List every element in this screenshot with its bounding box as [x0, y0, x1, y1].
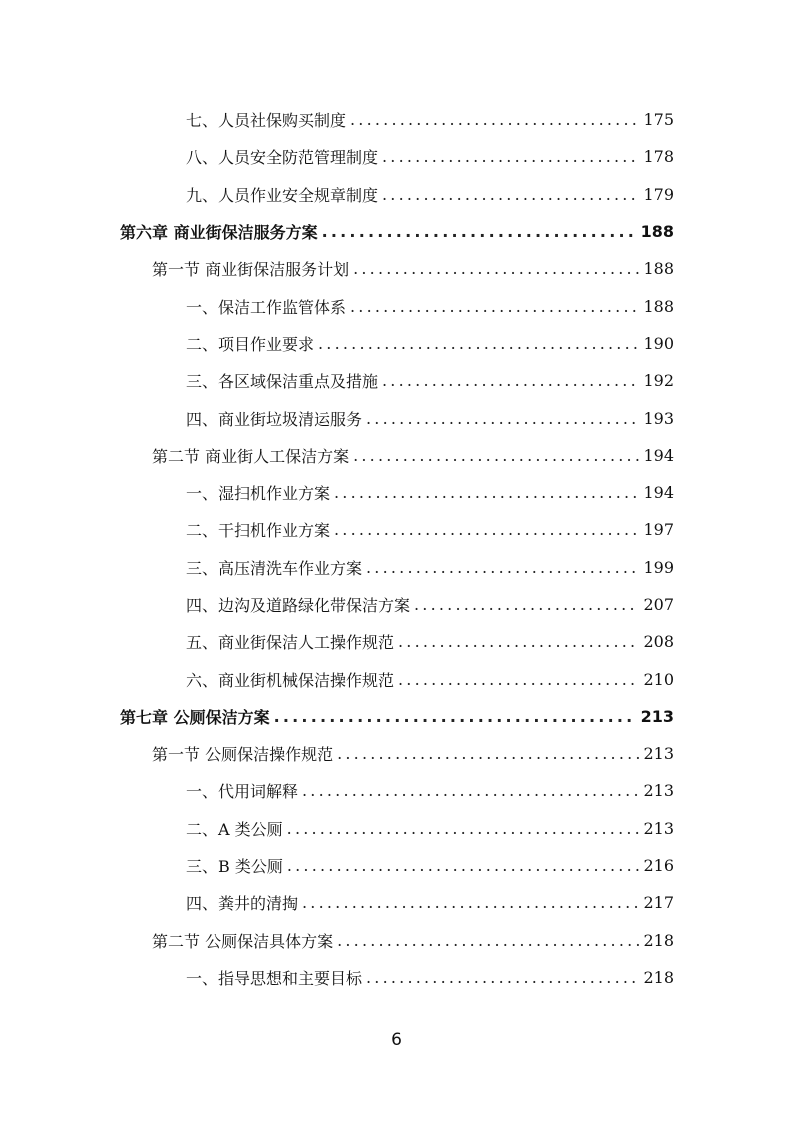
toc-entry-title: 五、商业街保洁人工操作规范	[186, 633, 395, 653]
dot-leader	[350, 297, 639, 316]
dot-leader	[318, 334, 639, 353]
dot-leader	[337, 931, 639, 950]
toc-entry-page: 190	[643, 333, 674, 353]
toc-subsection-entry[interactable]	[0, 772, 793, 809]
toc-entry-title: 一、指导思想和主要目标	[186, 968, 363, 988]
toc-entry-page: 179	[643, 184, 674, 204]
toc-entry-title: 四、商业街垃圾清运服务	[186, 409, 363, 429]
toc-entry-page: 178	[643, 147, 674, 167]
toc-entry-title: 八、人员安全防范管理制度	[186, 148, 379, 168]
toc-subsection-entry[interactable]	[0, 138, 793, 175]
toc-section-entry[interactable]	[0, 437, 793, 474]
toc-entry-page: 208	[643, 632, 674, 652]
toc-entry-page: 213	[640, 706, 674, 726]
toc-entry-page: 194	[643, 483, 674, 503]
toc-subsection-entry[interactable]	[0, 586, 793, 623]
toc-entry-title: 四、粪井的清掏	[186, 894, 299, 914]
dot-leader	[287, 819, 640, 838]
toc-entry-title: 三、各区域保洁重点及措施	[186, 372, 379, 392]
dot-leader	[302, 893, 639, 912]
dot-leader	[366, 558, 639, 577]
toc-entry-title: 四、边沟及道路绿化带保洁方案	[186, 596, 411, 615]
dot-leader	[414, 595, 639, 614]
toc-subsection-entry[interactable]	[0, 176, 793, 213]
toc-entry-page: 175	[643, 110, 674, 130]
toc-entry-title: 七、人员社保购买制度	[186, 111, 347, 131]
toc-subsection-entry[interactable]	[0, 660, 793, 697]
toc-entry-page: 188	[640, 222, 674, 242]
dot-leader	[302, 781, 639, 800]
toc-entry-page: 213	[643, 818, 674, 838]
dot-leader	[366, 409, 639, 428]
dot-leader	[398, 632, 639, 651]
dot-leader	[337, 744, 639, 763]
toc-entry-page: 192	[643, 371, 674, 391]
toc-entry-page: 213	[643, 744, 674, 764]
toc-entry-page: 216	[643, 856, 674, 876]
toc-subsection-entry[interactable]	[0, 549, 793, 586]
toc-entry-title: 一、保洁工作监管体系	[186, 297, 347, 317]
toc-entry-title: 三、高压清洗车作业方案	[186, 558, 363, 578]
toc-subsection-entry[interactable]	[0, 810, 793, 847]
toc-chapter-entry[interactable]	[0, 698, 793, 735]
toc-subsection-entry[interactable]	[0, 362, 793, 399]
dot-leader	[382, 371, 639, 390]
toc-entry-page: 199	[643, 557, 674, 577]
dot-leader	[382, 185, 639, 204]
dot-leader	[334, 483, 639, 502]
toc-entry-title: 第二节 商业街人工保洁方案	[152, 446, 350, 466]
toc-entry-title: 第六章 商业街保洁服务方案	[120, 223, 318, 243]
page-number: 6	[391, 1030, 402, 1050]
dot-leader	[322, 222, 637, 241]
toc-subsection-entry[interactable]	[0, 399, 793, 436]
toc-entry-page: 218	[643, 930, 674, 950]
toc-entry-title: 二、A 类公厕	[186, 819, 283, 839]
toc-entry-title: 一、湿扫机作业方案	[186, 484, 331, 504]
toc-section-entry[interactable]	[0, 922, 793, 959]
toc-entry-title: 二、项目作业要求	[186, 334, 315, 354]
toc-subsection-entry[interactable]	[0, 511, 793, 548]
toc-entry-page: 207	[643, 595, 674, 614]
toc-subsection-entry[interactable]	[0, 847, 793, 884]
toc-entry-title: 九、人员作业安全规章制度	[186, 185, 379, 205]
toc-chapter-entry[interactable]	[0, 213, 793, 250]
dot-leader	[366, 968, 639, 987]
toc-subsection-entry[interactable]	[0, 325, 793, 362]
table-of-contents	[0, 101, 793, 996]
toc-entry-page: 197	[643, 520, 674, 540]
toc-subsection-entry[interactable]	[0, 474, 793, 511]
toc-entry-page: 194	[643, 445, 674, 465]
toc-section-entry[interactable]	[0, 250, 793, 287]
toc-entry-title: 第七章 公厕保洁方案	[120, 707, 270, 727]
toc-entry-title: 三、B 类公厕	[186, 857, 283, 877]
dot-leader	[353, 446, 639, 465]
toc-entry-title: 六、商业街机械保洁操作规范	[186, 670, 395, 690]
toc-entry-page: 188	[643, 259, 674, 279]
dot-leader	[353, 259, 639, 278]
toc-entry-page: 218	[643, 967, 674, 987]
toc-entry-page: 210	[643, 669, 674, 689]
toc-entry-page: 193	[643, 408, 674, 428]
toc-entry-title: 第一节 公厕保洁操作规范	[152, 745, 334, 765]
dot-leader	[398, 670, 639, 689]
dot-leader	[334, 520, 639, 539]
toc-entry-title: 二、干扫机作业方案	[186, 521, 331, 541]
toc-entry-title: 第二节 公厕保洁具体方案	[152, 931, 334, 951]
dot-leader	[287, 856, 640, 875]
toc-entry-page: 188	[643, 296, 674, 316]
dot-leader	[350, 110, 639, 129]
dot-leader	[382, 147, 639, 166]
toc-subsection-entry[interactable]	[0, 287, 793, 324]
toc-subsection-entry[interactable]	[0, 101, 793, 138]
toc-entry-page: 217	[643, 893, 674, 913]
toc-subsection-entry[interactable]	[0, 959, 793, 996]
toc-entry-title: 第一节 商业街保洁服务计划	[152, 260, 350, 280]
toc-subsection-entry[interactable]	[0, 884, 793, 921]
toc-entry-title: 一、代用词解释	[186, 782, 299, 802]
toc-entry-page: 213	[643, 781, 674, 801]
toc-section-entry[interactable]	[0, 735, 793, 772]
dot-leader	[274, 707, 637, 726]
toc-subsection-entry[interactable]	[0, 623, 793, 660]
